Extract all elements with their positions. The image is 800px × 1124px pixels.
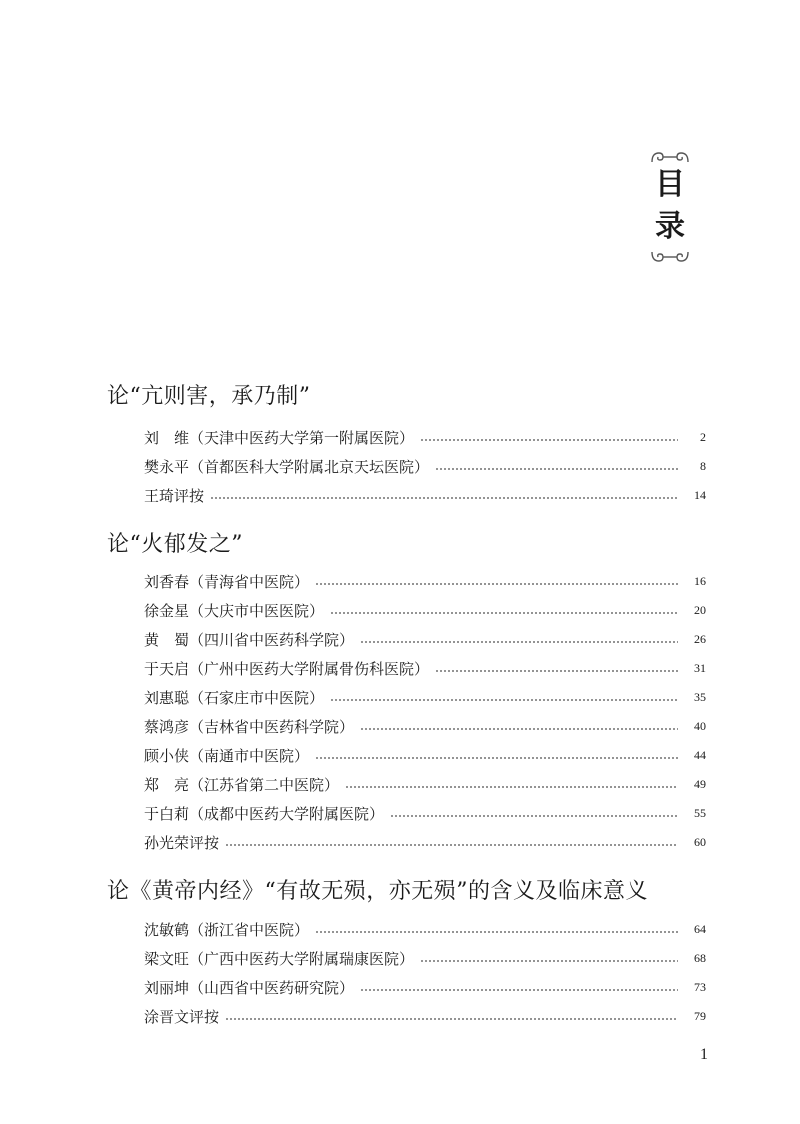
ornament-bottom-icon: [650, 250, 690, 264]
toc-entry[interactable]: [144, 570, 706, 592]
dot-leader: [330, 612, 678, 614]
dot-leader: [360, 728, 678, 730]
entry-page: 73: [694, 979, 706, 994]
entry-page: 2: [700, 429, 706, 444]
entry-author: 郑 亮（江苏省第二中医院）: [144, 775, 340, 794]
entry-page: 68: [694, 950, 706, 965]
toc-entry[interactable]: [144, 744, 706, 766]
dot-leader: [225, 844, 678, 846]
entry-page: 14: [694, 487, 706, 502]
toc-entry[interactable]: [144, 802, 706, 824]
heading-char-lu: 录: [655, 209, 685, 244]
toc-heading: [650, 150, 690, 265]
entry-page: 8: [700, 458, 706, 473]
entry-page: 64: [694, 921, 706, 936]
entry-author: 孙光荣评按: [144, 833, 220, 852]
heading-char-mu: 目: [655, 167, 685, 202]
entry-author: 樊永平（首都医科大学附属北京天坛医院）: [144, 457, 430, 476]
entry-author: 于白莉（成都中医药大学附属医院）: [144, 804, 385, 823]
dot-leader: [360, 989, 678, 991]
entry-page: 79: [694, 1008, 706, 1023]
dot-leader: [210, 497, 678, 499]
dot-leader: [420, 960, 678, 962]
page-number: 1: [700, 1046, 708, 1063]
toc-entry[interactable]: [144, 455, 706, 477]
toc-entry[interactable]: [144, 628, 706, 650]
entry-page: 49: [694, 776, 706, 791]
dot-leader: [315, 583, 678, 585]
dot-leader: [315, 757, 678, 759]
ornament-top-icon: [650, 150, 690, 164]
toc-entry[interactable]: [144, 657, 706, 679]
entry-page: 20: [694, 602, 706, 617]
entry-author: 于天启（广州中医药大学附属骨伤科医院）: [144, 659, 430, 678]
entry-author: 蔡鸿彦（吉林省中医药科学院）: [144, 717, 355, 736]
entry-author: 黄 蜀（四川省中医药科学院）: [144, 630, 355, 649]
entry-author: 王琦评按: [144, 486, 205, 505]
toc-entry[interactable]: [144, 686, 706, 708]
dot-leader: [315, 931, 678, 933]
entry-page: 40: [694, 718, 706, 733]
dot-leader: [435, 670, 678, 672]
entry-author: 刘丽坤（山西省中医药研究院）: [144, 978, 355, 997]
entry-author: 顾小侠（南通市中医院）: [144, 746, 310, 765]
toc-entry[interactable]: [144, 947, 706, 969]
toc-entry[interactable]: [144, 1005, 706, 1027]
dot-leader: [390, 815, 678, 817]
dot-leader: [360, 641, 678, 643]
toc-entry[interactable]: [144, 976, 706, 998]
section-title-2: 论“火郁发之”: [107, 532, 243, 557]
entry-author: 刘 维（天津中医药大学第一附属医院）: [144, 428, 415, 447]
dot-leader: [345, 786, 678, 788]
dot-leader: [330, 699, 678, 701]
entry-author: 徐金星（大庆市中医医院）: [144, 601, 325, 620]
toc-entry[interactable]: [144, 599, 706, 621]
entry-page: 31: [694, 660, 706, 675]
entry-page: 26: [694, 631, 706, 646]
entry-author: 刘惠聪（石家庄市中医院）: [144, 688, 325, 707]
entry-author: 梁文旺（广西中医药大学附属瑞康医院）: [144, 949, 415, 968]
entry-page: 44: [694, 747, 706, 762]
toc-entry[interactable]: [144, 831, 706, 853]
section-title-1: 论“亢则害，承乃制”: [107, 384, 311, 409]
toc-entry[interactable]: [144, 918, 706, 940]
entry-page: 16: [694, 573, 706, 588]
entry-author: 刘香春（青海省中医院）: [144, 572, 310, 591]
entry-page: 55: [694, 805, 706, 820]
toc-entry[interactable]: [144, 426, 706, 448]
dot-leader: [420, 439, 678, 441]
dot-leader: [435, 468, 678, 470]
toc-entry[interactable]: [144, 773, 706, 795]
section-title-3: 论《黄帝内经》“有故无殒，亦无殒”的含义及临床意义: [107, 879, 648, 904]
entry-author: 沈敏鹤（浙江省中医院）: [144, 920, 310, 939]
entry-author: 涂晋文评按: [144, 1007, 220, 1026]
entry-page: 60: [694, 834, 706, 849]
toc-entry[interactable]: [144, 715, 706, 737]
entry-page: 35: [694, 689, 706, 704]
dot-leader: [225, 1018, 678, 1020]
toc-entry[interactable]: [144, 484, 706, 506]
